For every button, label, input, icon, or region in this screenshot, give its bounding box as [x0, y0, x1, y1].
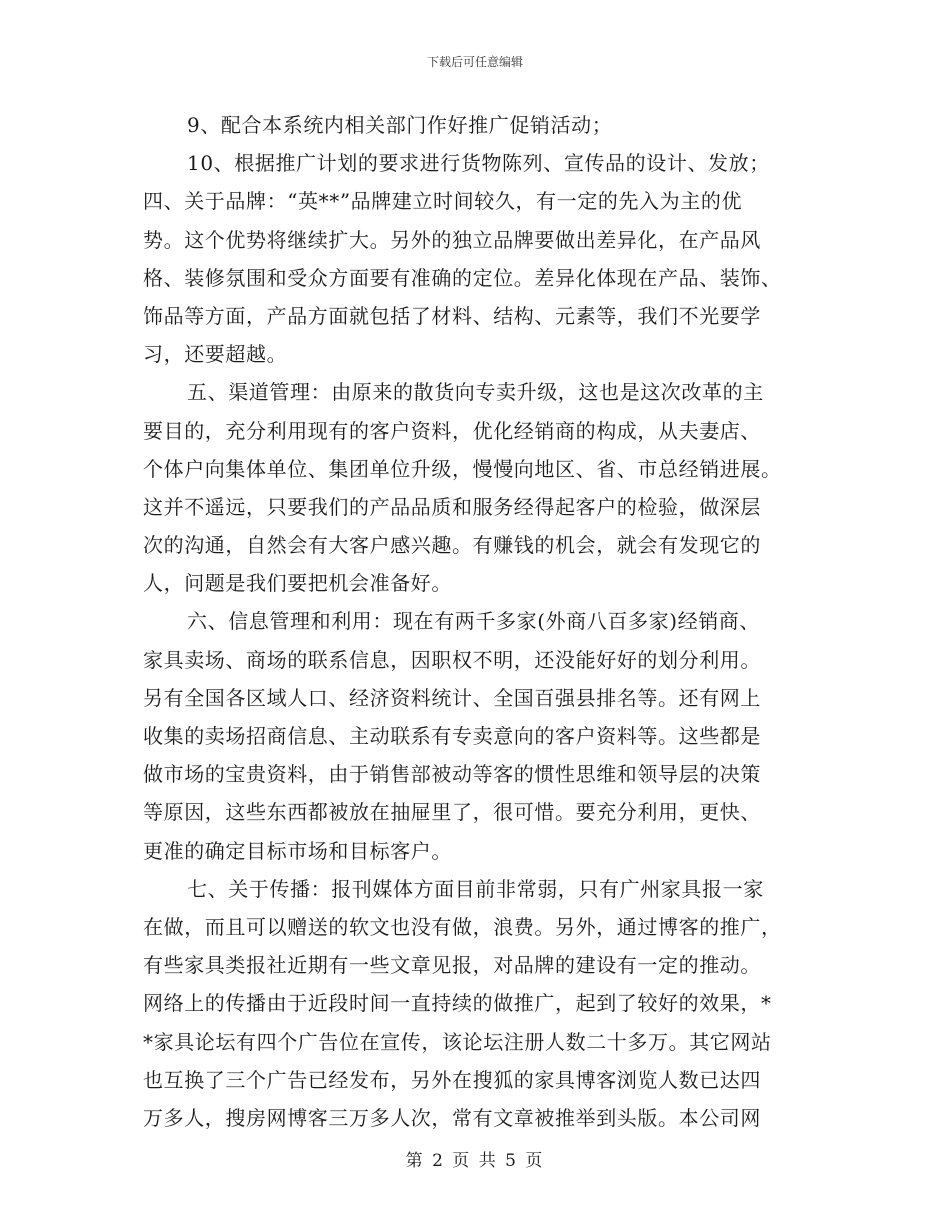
text-line: 次的沟通，自然会有大客户感兴趣。有赚钱的机会，就会有发现它的 — [143, 533, 761, 558]
text-line: 五、渠道管理：由原来的散货向专卖升级，这也是这次改革的主 — [187, 380, 764, 405]
text-line: 格、装修氛围和受众方面要有准确的定位。差异化体现在产品、装饰、 — [143, 265, 782, 290]
text-line: 个体户向集体单位、集团单位升级，慢慢向地区、省、市总经销进展。 — [143, 456, 782, 481]
text-line: 收集的卖场招商信息、主动联系有专卖意向的客户资料等。这些都是 — [143, 724, 761, 748]
document-body — [143, 106, 808, 1137]
text-line: 也互换了三个广告已经发布，另外在搜狐的家具博客浏览人数已达四 — [143, 1067, 761, 1092]
text-line: 饰品等方面，产品方面就包括了材料、结构、元素等，我们不光要学 — [143, 303, 761, 328]
text-line: 六、信息管理和利用：现在有两千多家(外商八百多家)经销商、 — [187, 609, 761, 634]
text-line: 等原因，这些东西都被放在抽屉里了，很可惜。要充分利用，更快、 — [143, 800, 761, 825]
text-line: 更准的确定目标市场和目标客户。 — [143, 838, 452, 863]
text-line: 要目的，充分利用现有的客户资料，优化经销商的构成，从夫妻店、 — [143, 418, 761, 443]
page-footer: 第 2 页 共 5 页 — [405, 1151, 545, 1171]
text-line: 万多人，搜房网博客三万多人次，常有文章被推举到头版。本公司网 — [143, 1105, 761, 1130]
page-header: 下载后可任意编辑 — [426, 55, 523, 69]
text-line: 势。这个优势将继续扩大。另外的独立品牌要做出差异化，在产品风 — [143, 227, 761, 252]
text-line: 家具卖场、商场的联系信息，因职权不明，还没能好好的划分利用。 — [143, 647, 761, 672]
text-line: 10、根据推广计划的要求进行货物陈列、宣传品的设计、发放； — [187, 151, 770, 176]
text-line: 做市场的宝贵资料，由于销售部被动等客的惯性思维和领导层的决策 — [143, 762, 761, 787]
text-line: 另有全国各区域人口、经济资料统计、全国百强县排名等。还有网上 — [143, 685, 761, 710]
text-line: 人，问题是我们要把机会准备好。 — [143, 571, 452, 596]
text-line: *家具论坛有四个广告位在宣传，该论坛注册人数二十多万。其它网站 — [143, 1029, 772, 1054]
text-line: 四、关于品牌：“英**”品牌建立时间较久，有一定的先入为主的优 — [143, 189, 743, 214]
text-line: 七、关于传播：报刊媒体方面目前非常弱，只有广州家具报一家 — [187, 876, 764, 901]
text-line: 习，还要超越。 — [143, 342, 288, 367]
text-line: 网络上的传播由于近段时间一直持续的做推广，起到了较好的效果，* — [143, 991, 772, 1016]
text-line: 9、配合本系统内相关部门作好推广促销活动； — [187, 113, 613, 137]
text-line: 在做，而且可以赠送的软文也没有做，浪费。另外，通过博客的推广， — [143, 914, 782, 939]
text-line: 这并不遥远，只要我们的产品品质和服务经得起客户的检验，做深层 — [143, 494, 761, 519]
text-line: 有些家具类报社近期有一些文章见报，对品牌的建设有一定的推动。 — [143, 953, 761, 978]
